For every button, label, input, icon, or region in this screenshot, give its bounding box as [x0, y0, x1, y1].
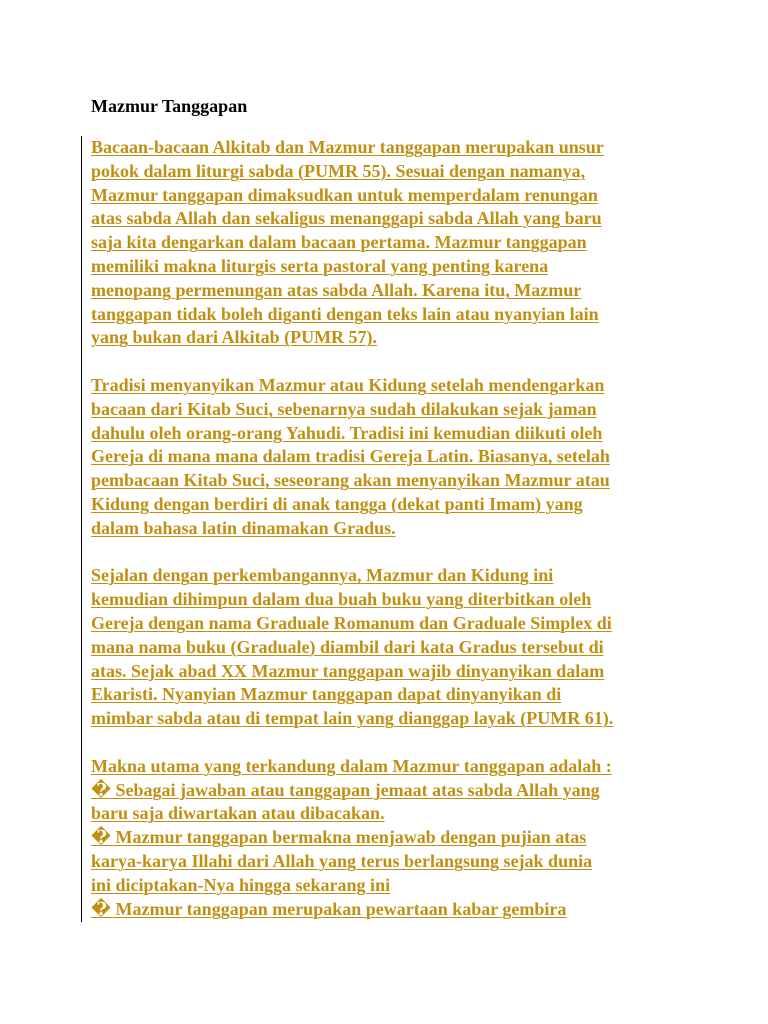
hyperlink-text-line[interactable]: Ekaristi. Nyanyian Mazmur tanggapan dapat dinyanyikan di	[91, 684, 562, 705]
hyperlink-text-line[interactable]: Gereja di mana mana dalam tradisi Gereja Latin. Biasanya, setelah	[91, 446, 610, 467]
document-title: Mazmur Tanggapan	[91, 96, 248, 116]
hyperlink-text-line[interactable]: Bacaan-bacaan Alkitab dan Mazmur tanggapan merupakan unsur	[91, 137, 604, 157]
paragraph-makna-utama	[91, 755, 691, 922]
bullet-item-line[interactable]: � Mazmur tanggapan merupakan pewartaan kabar gembira	[91, 898, 567, 919]
document-body	[91, 136, 691, 921]
hyperlink-text-line[interactable]: mimbar sabda atau di tempat lain yang dianggap layak (PUMR 61).	[91, 708, 614, 729]
paragraph-graduale	[91, 564, 691, 731]
paragraph-spacer	[91, 731, 691, 755]
hyperlink-text-line[interactable]: Mazmur tanggapan dimaksudkan untuk memperdalam renungan	[91, 184, 598, 205]
revision-change-bar	[81, 136, 82, 922]
hyperlink-text-line[interactable]: pokok dalam liturgi sabda (PUMR 55). Sesuai dengan namanya,	[91, 160, 586, 181]
hyperlink-text-line[interactable]: atas sabda Allah dan sekaligus menanggapi sabda Allah yang baru	[91, 208, 602, 229]
hyperlink-text-line[interactable]: yang bukan dari Alkitab (PUMR 57).	[91, 327, 378, 348]
hyperlink-text-line[interactable]: Tradisi menyanyikan Mazmur atau Kidung setelah mendengarkan	[91, 374, 605, 395]
hyperlink-text-line[interactable]: Kidung dengan berdiri di anak tangga (dekat panti Imam) yang	[91, 493, 583, 514]
bullet-item-line[interactable]: baru saja diwartakan atau dibacakan.	[91, 803, 385, 824]
hyperlink-text-line[interactable]: mana nama buku (Graduale) diambil dari kata Gradus tersebut di	[91, 636, 604, 657]
hyperlink-text-line[interactable]: saja kita dengarkan dalam bacaan pertama. Mazmur tanggapan	[91, 232, 587, 253]
bullet-item-line[interactable]: ini diciptakan-Nya hingga sekarang ini	[91, 874, 391, 895]
bullet-item-line[interactable]: � Sebagai jawaban atau tanggapan jemaat atas sabda Allah yang	[91, 779, 600, 800]
hyperlink-text-line[interactable]: kemudian dihimpun dalam dua buah buku yang diterbitkan oleh	[91, 589, 592, 610]
hyperlink-text-line[interactable]: menopang permenungan atas sabda Allah. Karena itu, Mazmur	[91, 279, 582, 300]
hyperlink-text-line[interactable]: Gereja dengan nama Graduale Romanum dan Graduale Simplex di	[91, 612, 612, 633]
bullet-item-line[interactable]: � Mazmur tanggapan bermakna menjawab dengan pujian atas	[91, 827, 587, 848]
paragraph-pumr-intro	[91, 136, 691, 350]
hyperlink-text-line[interactable]: Sejalan dengan perkembangannya, Mazmur dan Kidung ini	[91, 565, 554, 586]
hyperlink-text-line[interactable]: dalam bahasa latin dinamakan Gradus.	[91, 517, 396, 538]
hyperlink-text-line[interactable]: bacaan dari Kitab Suci, sebenarnya sudah dilakukan sejak jaman	[91, 398, 597, 419]
paragraph-spacer	[91, 541, 691, 565]
hyperlink-text-line[interactable]: tanggapan tidak boleh diganti dengan teks lain atau nyanyian lain	[91, 303, 599, 324]
hyperlink-text-line[interactable]: atas. Sejak abad XX Mazmur tanggapan wajib dinyanyikan dalam	[91, 660, 605, 681]
hyperlink-text-line[interactable]: memiliki makna liturgis serta pastoral yang penting karena	[91, 255, 549, 276]
bullet-item-line[interactable]: karya-karya Illahi dari Allah yang terus berlangsung sejak dunia	[91, 850, 593, 871]
hyperlink-text-line[interactable]: pembacaan Kitab Suci, seseorang akan menyanyikan Mazmur atau	[91, 470, 610, 491]
paragraph-tradisi	[91, 374, 691, 541]
hyperlink-text-line[interactable]: Makna utama yang terkandung dalam Mazmur tanggapan adalah :	[91, 755, 612, 776]
paragraph-spacer	[91, 350, 691, 374]
hyperlink-text-line[interactable]: dahulu oleh orang-orang Yahudi. Tradisi ini kemudian diikuti oleh	[91, 422, 603, 443]
